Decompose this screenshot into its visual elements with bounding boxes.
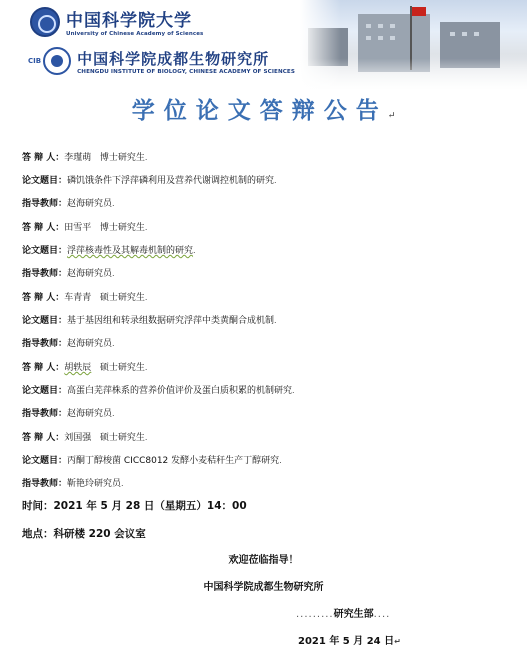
campus-photo <box>300 0 527 90</box>
cib-name-zh: 中国科学院成都生物研究所 <box>77 49 270 68</box>
ucas-name-en: University of Chinese Academy of Sciences <box>66 31 204 37</box>
department-signature: .........研究生部.... <box>296 609 391 620</box>
thesis-line: 论文题目：磷饥饿条件下浮萍磷利用及营养代谢调控机制的研究. <box>22 176 277 186</box>
defender-line: 答 辩 人：胡轶辰 硕士研究生. <box>22 363 148 373</box>
cib-logo <box>28 47 295 75</box>
cib-abbr: CIB <box>28 57 42 65</box>
defender-line: 答 辩 人：李瑾萌 博士研究生. <box>22 153 148 163</box>
defender-line: 答 辩 人：刘国强 硕士研究生. <box>22 433 148 443</box>
thesis-line: 论文题目：高蛋白芜萍株系的营养价值评价及蛋白质积累的机制研究. <box>22 386 295 396</box>
advisor-line: 指导教师：赵海研究员. <box>22 339 115 349</box>
advisor-line: 指导教师：赵海研究员. <box>22 269 115 279</box>
advisor-line: 指导教师：靳艳玲研究员. <box>22 479 124 489</box>
thesis-line: 论文题目：浮萍核毒性及其解毒机制的研究. <box>22 246 196 256</box>
ucas-logo <box>30 6 203 37</box>
advisor-line: 指导教师：赵海研究员. <box>22 199 115 209</box>
ucas-emblem-icon <box>30 7 60 37</box>
institute-name: 中国科学院成都生物研究所 <box>203 582 324 593</box>
advisor-line: 指导教师：赵海研究员. <box>22 409 115 419</box>
announcement-date: 2021 年 5 月 24 日↵ <box>298 636 401 647</box>
page-title: 学位论文答辩公告↵ <box>131 97 396 124</box>
welcome-text: 欢迎莅临指导！ <box>228 555 299 566</box>
ucas-name-zh: 中国科学院大学 <box>66 11 192 31</box>
defender-line: 答 辩 人：田雪平 博士研究生. <box>22 223 148 233</box>
header-banner <box>0 0 527 92</box>
defense-time: 时间：2021 年 5 月 28 日（星期五）14：00 <box>22 500 247 512</box>
cib-name-en: CHENGDU INSTITUTE OF BIOLOGY, CHINESE ACADEMY OF SCIENCES <box>77 68 295 75</box>
defender-line: 答 辩 人：车青青 硕士研究生. <box>22 293 148 303</box>
cib-emblem-icon <box>43 47 71 75</box>
thesis-line: 论文题目：丙酮丁醇梭菌 CICC8012 发酵小麦秸秆生产丁醇研究. <box>22 456 282 466</box>
thesis-line: 论文题目：基于基因组和转录组数据研究浮萍中类黄酮合成机制. <box>22 316 277 326</box>
defense-place: 地点：科研楼 220 会议室 <box>22 528 146 540</box>
